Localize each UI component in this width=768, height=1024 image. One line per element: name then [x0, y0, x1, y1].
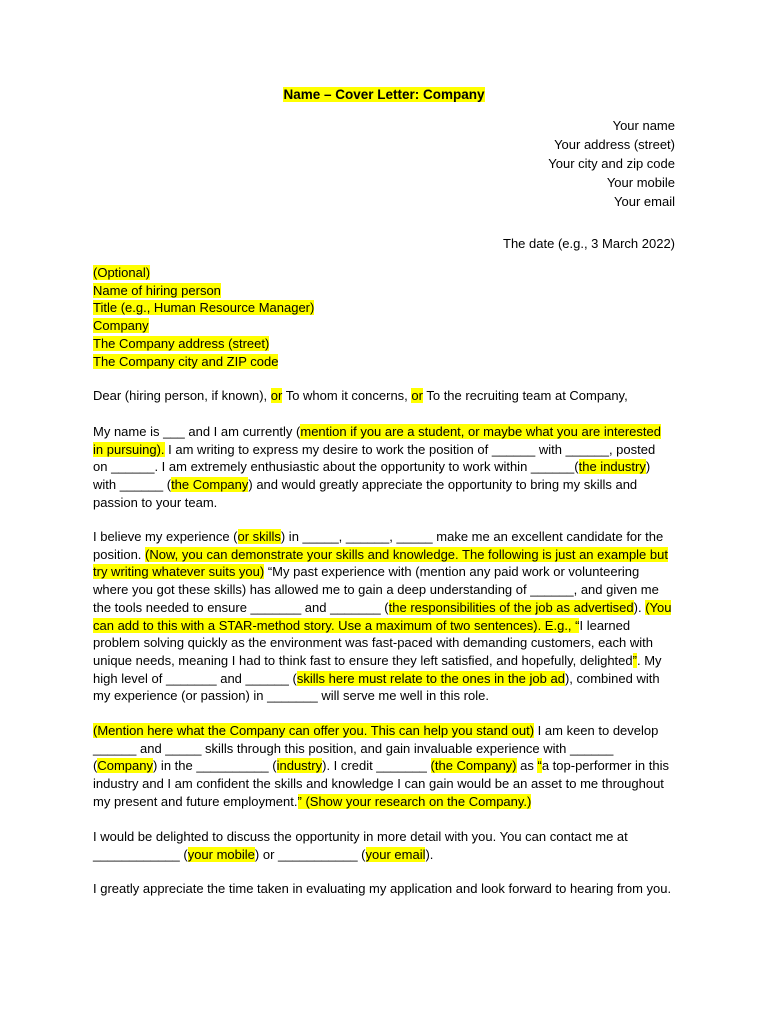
document-title — [0, 87, 768, 102]
sender-city: Your city and zip code — [548, 156, 675, 171]
highlight-note: skills here must relate to the ones in the job ad — [296, 670, 565, 686]
recipient-name: Name of hiring person — [93, 282, 221, 298]
highlight-note: ” — [632, 652, 637, 668]
paragraph-experience — [93, 528, 673, 705]
paragraph-intro — [93, 423, 673, 512]
paragraph-text: ). — [425, 846, 434, 862]
paragraph-text: . My high level of _______ and ______ ( — [93, 652, 662, 686]
recipient-title: Title (e.g., Human Resource Manager) — [93, 300, 315, 316]
paragraph-text: a top-performer in this industry and I am confident the skills and knowledge I can gain would be an asset to me throughout my present and future employment. — [93, 758, 669, 809]
sender-email: Your email — [614, 194, 675, 209]
paragraph-text: ). — [633, 599, 646, 615]
salutation-or-1: or — [270, 388, 283, 403]
highlight-note: Company — [97, 758, 153, 774]
paragraph-text: ) and would greatly appreciate the opportunity to bring my skills and passion to your team. — [93, 477, 638, 510]
paragraph-text: ). I credit _______ — [322, 758, 431, 774]
sender-name: Your name — [612, 118, 675, 133]
paragraph-text: I am writing to express my desire to work the position of ______ with ______, posted on ______. I am extremely enthusiastic about the opportunity to work within ______( — [93, 441, 656, 475]
salutation — [93, 387, 673, 405]
salutation-text: Dear (hiring person, if known), — [93, 388, 271, 403]
paragraph-text: My name is ___ and I am currently ( — [93, 424, 301, 439]
sender-block — [548, 116, 675, 211]
highlight-note: the Company — [171, 477, 249, 493]
letter-date: The date (e.g., 3 March 2022) — [503, 236, 675, 251]
paragraph-text: ) with ______ ( — [93, 459, 651, 493]
highlight-note: your mobile — [187, 846, 255, 862]
highlight-note: “ — [537, 758, 542, 774]
highlight-note: (You can add to this with a STAR-method story. Use a maximum of two sentences). E.g., “ — [93, 599, 672, 633]
salutation-text: To the recruiting team at Company, — [422, 388, 628, 403]
paragraph-text: I am keen to develop ______ and _____ skills through this position, and gain invaluable experience with ______ ( — [93, 723, 659, 774]
paragraph-text: ) in _____, ______, _____ make me an excellent candidate for the position. — [93, 529, 664, 562]
paragraph-text: ), combined with my experience (or passion) in _______ will serve me well in this role. — [93, 670, 660, 704]
highlight-note: (the Company) — [430, 758, 517, 774]
highlight-note: (Mention here what the Company can offer you. This can help you stand out) — [93, 723, 535, 738]
recipient-city: The Company city and ZIP code — [93, 353, 279, 369]
paragraph-text: I believe my experience ( — [93, 529, 238, 544]
sender-mobile: Your mobile — [606, 175, 675, 190]
paragraph-text: I greatly appreciate the time taken in evaluating my application and look forward to hearing from you. — [93, 881, 672, 896]
salutation-or-2: or — [411, 388, 423, 403]
paragraph-text: as — [516, 758, 538, 774]
recipient-optional: (Optional) — [93, 265, 151, 280]
highlight-note: or skills — [237, 529, 281, 544]
highlight-note: ” (Show your research on the Company.) — [297, 793, 532, 809]
highlight-note: industry — [276, 758, 323, 774]
highlight-note: (Now, you can demonstrate your skills and knowledge. The following is just an example but try writing whatever suits you) — [93, 546, 668, 580]
recipient-company: Company — [93, 318, 149, 334]
paragraph-text: ) in the __________ ( — [152, 758, 277, 774]
highlight-note: the responsibilities of the job as advertised — [388, 599, 634, 615]
paragraph-closing — [93, 880, 673, 898]
paragraph-text: “My past experience with (mention any paid work or volunteering where you got these skills) has allowed me to gain a deep understanding of ______, and given me the tools needed to ensure _______ and _______ ( — [93, 564, 659, 615]
paragraph-text: ) or ___________ ( — [254, 846, 366, 862]
highlight-note: the industry — [578, 459, 646, 475]
sender-address: Your address (street) — [554, 137, 675, 152]
paragraph-contact — [93, 828, 673, 863]
recipient-address: The Company address (street) — [93, 335, 270, 351]
paragraph-text: I would be delighted to discuss the opportunity in more detail with you. You can contact me at ____________ ( — [93, 829, 628, 862]
highlight-note: your email — [365, 846, 426, 862]
highlight-note: mention if you are a student, or maybe what you are interested in pursuing). — [93, 424, 661, 457]
title-text: Name – Cover Letter: Company — [283, 87, 485, 102]
paragraph-text: I learned problem solving quickly as the environment was fast-paced with demanding customers, each with unique needs, meaning I had to think fast to ensure they left satisfied, and hopefully, delighted — [93, 617, 653, 668]
recipient-block — [93, 264, 673, 370]
paragraph-company — [93, 722, 673, 811]
salutation-text: To whom it concerns, — [282, 388, 412, 403]
